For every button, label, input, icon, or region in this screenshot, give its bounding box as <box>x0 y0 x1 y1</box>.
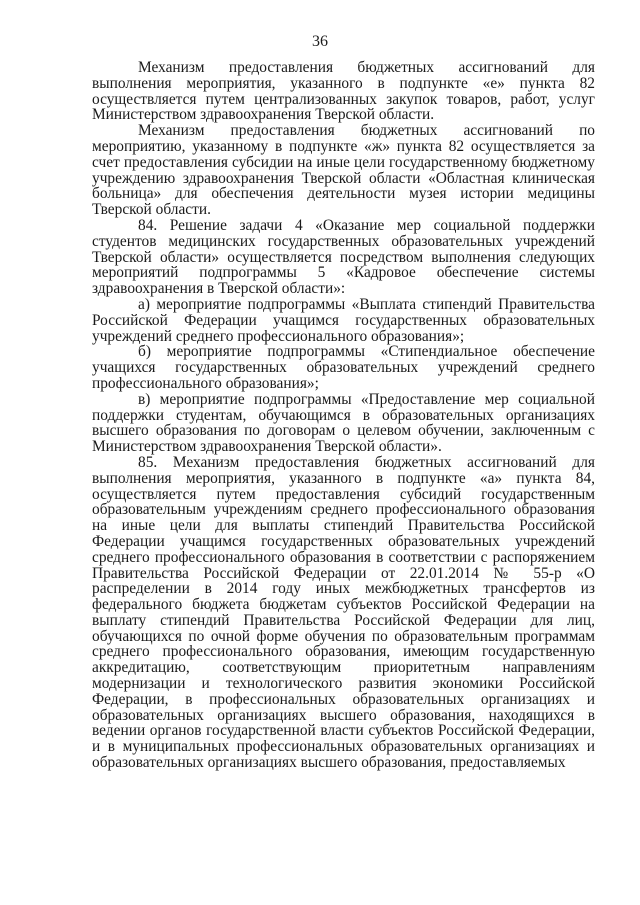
paragraph-mechanism-zh: Механизм предоставления бюджетных ассигнований по мероприятию, указанному в подпункте «ж» пункта 82 осуществляется за счет предоставления субсидии на иные цели государственному бюджетному учреждению здравоохранения Тверской области «Областная клиническая больница» для обеспечения деятельности музея истории медицины Тверской области. <box>92 122 595 219</box>
paragraph-85: 85. Механизм предоставления бюджетных ассигнований для выполнения мероприятия, указанного в подпункте «а» пункта 84, осуществляется путем предоставления субсидий государственным образовательным учреждениям среднего профессионального образования на иные цели для выплаты стипендий Правительства Российской Федерации учащимся государственных образовательных учреждений среднего профессионального образования в соответствии с распоряжением Правительства Российской Федерации от 22.01.2014 № 55-р «О распределении в 2014 году иных межбюджетных трансфертов из федерального бюджета бюджетам субъектов Российской Федерации на выплату стипендий Правительства Российской Федерации для лиц, обучающихся по очной форме обучения по образовательным программам среднего профессионального образования, имеющим государственную аккредитацию, соответствующим приоритетным направлениям модернизации и технологического развития экономики Российской Федерации, в профессиональных образовательных организациях и образовательных организациях высшего образования, находящихся в ведении органов государственной власти субъектов Российской Федерации, и в муниципальных профессиональных образовательных организациях и образовательных организациях высшего образования, предоставляемых <box>92 453 595 772</box>
body-text <box>92 60 595 771</box>
list-item-b: б) мероприятие подпрограммы «Стипендиальное обеспечение учащихся государственных образовательных учреждений среднего профессионального образования»; <box>92 343 595 392</box>
list-item-v: в) мероприятие подпрограммы «Предоставление мер социальной поддержки студентам, обучающимся в образовательных организациях высшего образования по договорам о целевом обучении, заключенным с Министерством здравоохранения Тверской области». <box>92 390 595 456</box>
page-number: 36 <box>312 33 328 50</box>
paragraph-84: 84. Решение задачи 4 «Оказание мер социальной поддержки студентов медицинских государственных образовательных учреждений Тверской области» осуществляется посредством выполнения следующих мероприятий подпрограммы 5 «Кадровое обеспечение системы здравоохранения в Тверской области»: <box>92 216 595 298</box>
paragraph-mechanism-e: Механизм предоставления бюджетных ассигнований для выполнения мероприятия, указанного в подпункте «е» пункта 82 осуществляется путем централизованных закупок товаров, работ, услуг Министерством здравоохранения Тверской области. <box>92 59 595 124</box>
list-item-a: а) мероприятие подпрограммы «Выплата стипендий Правительства Российской Федерации учащимся государственных образовательных учреждений среднего профессионального образования»; <box>92 295 595 345</box>
